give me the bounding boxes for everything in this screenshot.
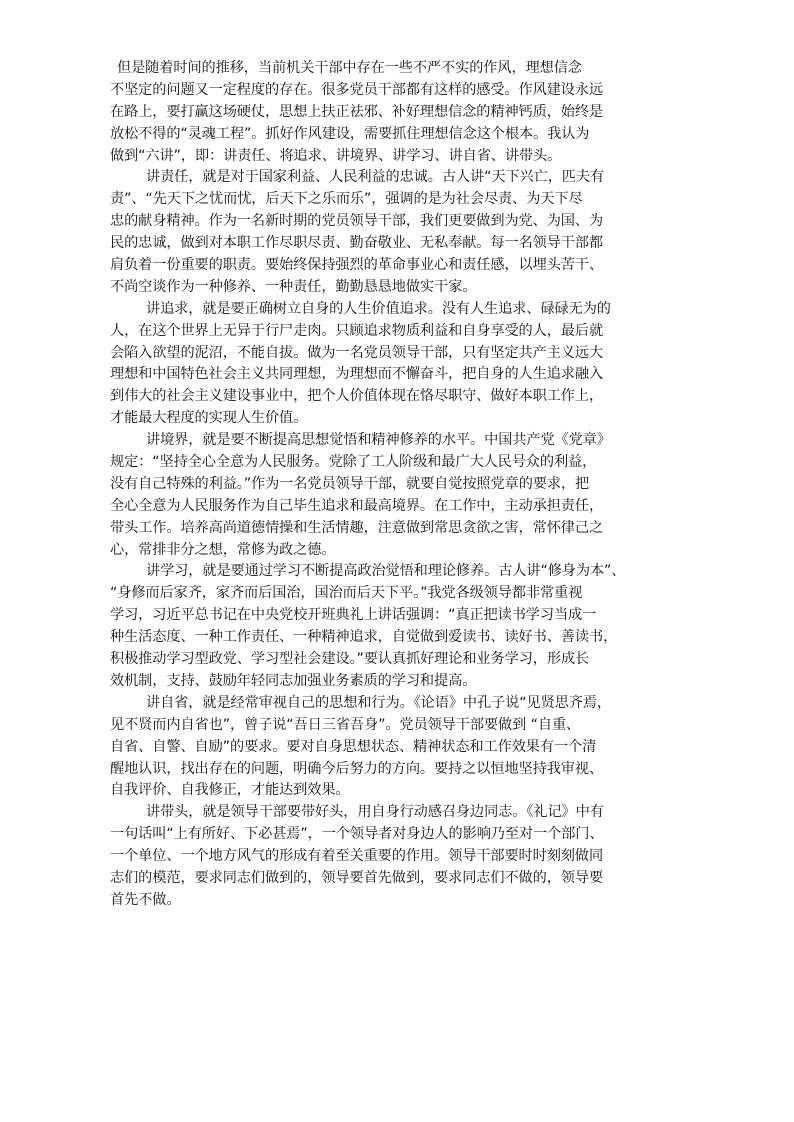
text-line: 讲追求，就是要正确树立自身的人生价值追求。没有人生追求、碌碌无为的 [146, 300, 611, 317]
text-line: 讲自省，就是经常审视自己的思想和行为。《论语》中孔子说“见贤思齐焉， [146, 694, 612, 711]
text-line: 规定：“坚持全心全意为人民服务。党除了工人阶级和最广大人民号众的利益， [110, 454, 597, 471]
text-line: 醒地认识，找出存在的问题，明确今后努力的方向。要持之以恒地坚持我审视、 [110, 760, 604, 777]
text-line: 志们的模范，要求同志们做到的，领导要首先做到，要求同志们不做的，领导要 [110, 869, 604, 886]
text-line: 没有自己特殊的利益。”作为一名党员领导干部，就要自觉按照党章的要求，把 [110, 475, 590, 492]
text-line: 忠的献身精神。作为一名新时期的党员领导干部，我们更要做到为党、为国、为 [110, 213, 604, 230]
text-line: 做到“六讲”，即：讲责任、将追求、讲境界、讲学习、讲自省、讲带头。 [110, 147, 562, 164]
body-text [110, 58, 630, 912]
text-line: 到伟大的社会主义建设事业中，把个人价值体现在恪尽职守、做好本职工作上， [110, 388, 604, 405]
text-line: 讲带头，就是领导干部要带好头，用自身行动感召身边同志。《礼记》中有 [146, 804, 604, 821]
text-line: 学习，习近平总书记在中央党校开班典礼上讲话强调：“真正把读书学习当成一 [110, 607, 597, 624]
text-line: 一句话叫“上有所好、下必甚焉”，一个领导者对身边人的影响乃至对一个部门、 [110, 826, 604, 843]
text-line: 不坚定的问题又一定程度的存在。很多党员干部都有这样的感受。作风建设永远 [110, 81, 604, 98]
text-line: 讲境界，就是要不断提高思想觉悟和精神修养的水平。中国共产党《党章》 [146, 432, 611, 449]
text-line: 肩负着一份重要的职责。要始终保持强烈的革命事业心和责任感，以埋头苦干、 [110, 257, 604, 274]
text-line: 放松不得的“灵魂工程”。抓好作风建设，需要抓住理想信念这个根本。我认为 [110, 125, 590, 142]
text-line: 自我评价、自我修正，才能达到效果。 [110, 782, 350, 799]
text-line: 理想和中国特色社会主义共同理想，为理想而不懈奋斗，把自身的人生追求融入 [110, 366, 604, 383]
text-line: 会陷入欲望的泥沼，不能自拔。做为一名党员领导干部，只有坚定共产主义远大 [110, 344, 604, 361]
text-line: 效机制，支持、鼓励年轻同志加强业务素质的学习和提高。 [110, 672, 477, 689]
text-line: 讲学习，就是要通过学习不断提高政治觉悟和理论修养。古人讲“修身为本”、 [146, 563, 626, 580]
text-line: 自省、自警、自励”的要求。要对自身思想状态、精神状态和工作效果有一个清 [110, 738, 597, 755]
text-line: 但是随着时间的推移，当前机关干部中存在一些不严不实的作风，理想信念 [117, 60, 582, 76]
text-line: 见不贤而内自省也”，曾子说“吾日三省吾身”。党员领导干部要做到 “自重、 [110, 716, 581, 733]
text-line: 人，在这个世界上无异于行尸走肉。只顾追求物质利益和自身享受的人，最后就 [110, 322, 604, 339]
text-line: 才能最大程度的实现人生价值。 [110, 410, 308, 427]
text-line: 不尚空谈作为一种修养、一种责任，勤勤恳恳地做实干家。 [110, 278, 477, 295]
text-line: 民的忠诚，做到对本职工作尽职尽责、勤奋敬业、无私奉献。每一名领导干部都 [110, 235, 604, 252]
text-line: 全心全意为人民服务作为自己毕生追求和最高境界。在工作中，主动承担责任， [110, 497, 604, 514]
text-line: 责”、“先天下之忧而忧，后天下之乐而乐”，强调的是为社会尽责、为天下尽 [110, 191, 583, 208]
text-line: 心，常排非分之想，常修为政之德。 [110, 541, 336, 558]
text-line: 在路上，要打赢这场硬仗，思想上扶正祛邪、补好理想信念的精神钙质，始终是 [110, 103, 604, 120]
text-line: 积极推动学习型政党、学习型社会建设。”要认真抓好理论和业务学习，形成长 [110, 651, 590, 668]
text-line: “身修而后家齐，家齐而后国治，国治而后天下平。”我党各级领导都非常重视 [110, 585, 583, 602]
text-line: 带头工作。培养高尚道德情操和生活情趣，注意做到常思贪欲之害，常怀律己之 [110, 519, 604, 536]
text-line: 种生活态度、一种工作责任、一种精神追求，自觉做到爱读书、读好书、善读书， [110, 629, 618, 646]
text-line: 一个单位、一个地方风气的形成有着至关重要的作用。领导干部要时时刻刻做同 [110, 848, 604, 865]
text-line: 讲责任，就是对于国家利益、人民利益的忠诚。古人讲“天下兴亡，匹夫有 [146, 169, 605, 186]
text-line: 首先不做。 [110, 891, 181, 908]
